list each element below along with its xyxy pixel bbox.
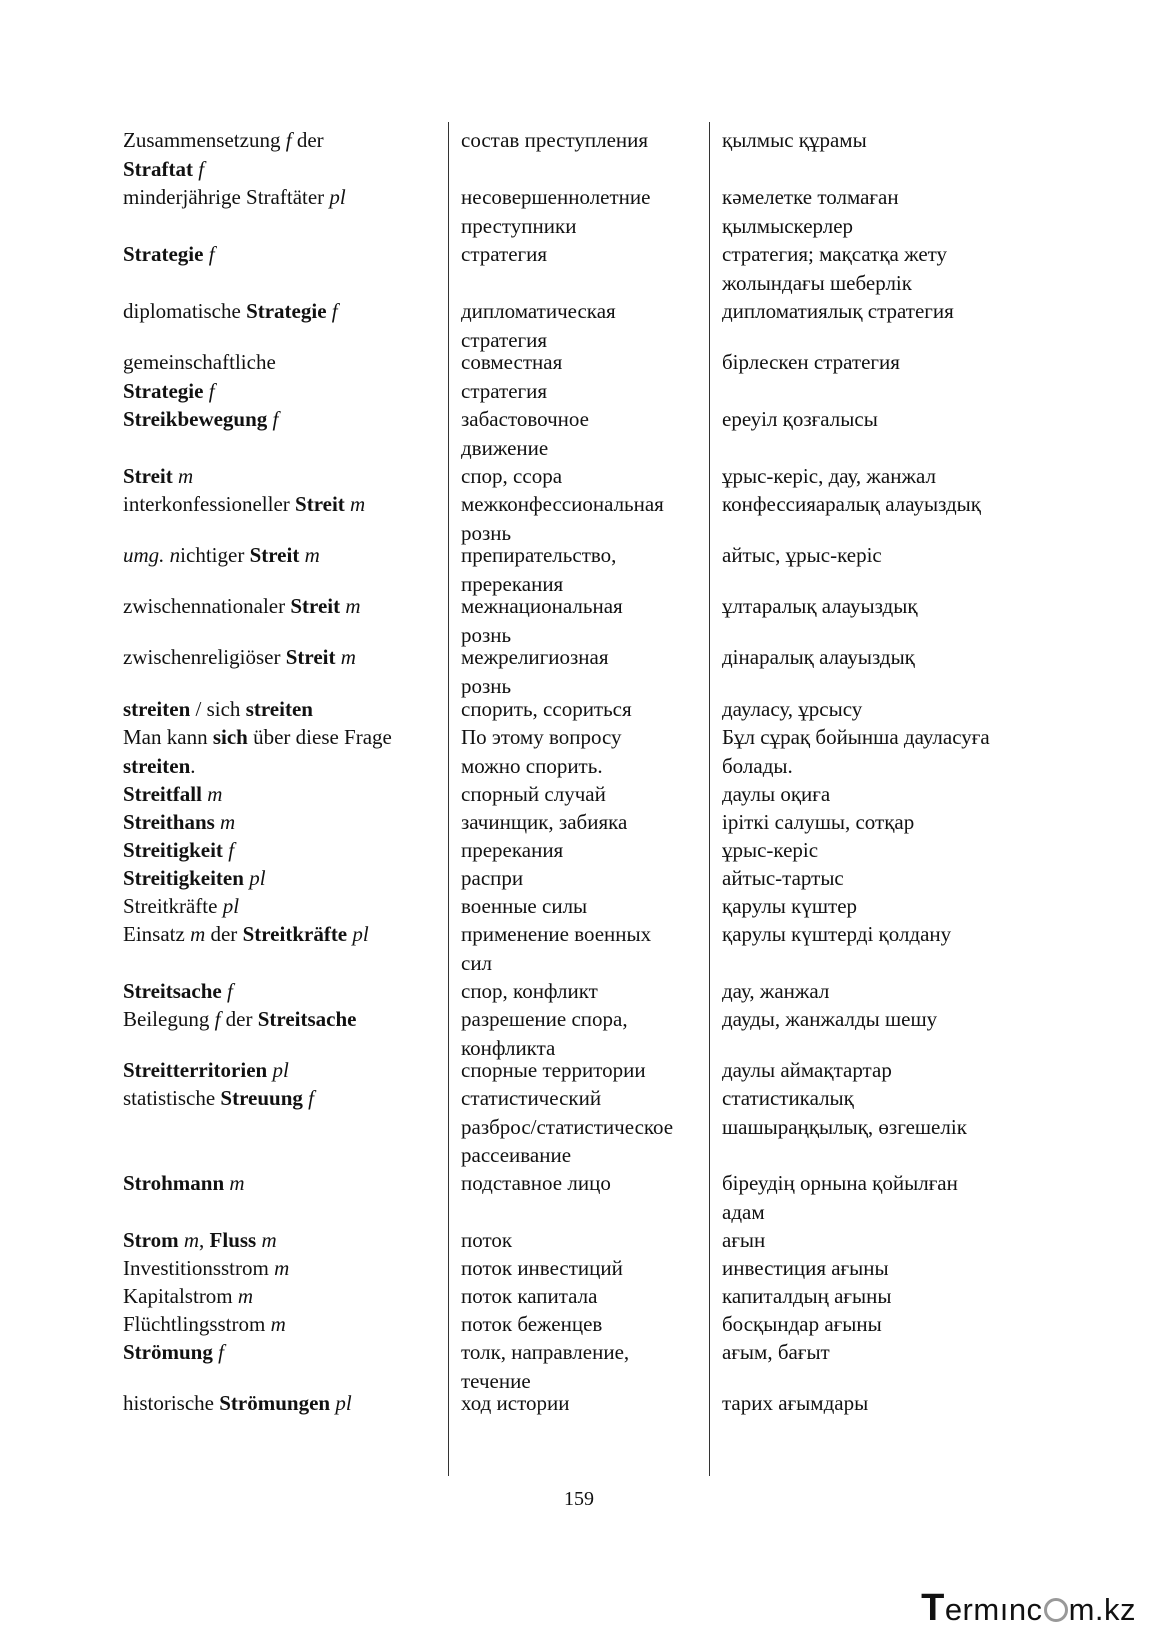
page-number: 159 bbox=[564, 1488, 594, 1510]
russian-term: межрелигиозная рознь bbox=[461, 645, 609, 698]
german-term: Beilegung f der Streitsache bbox=[123, 1007, 357, 1031]
russian-term: стратегия bbox=[461, 242, 548, 266]
german-term: Strohmann m bbox=[123, 1171, 245, 1195]
kazakh-term: дауласу, ұрсысу bbox=[722, 697, 863, 721]
german-term: Streitigkeiten pl bbox=[123, 866, 266, 890]
russian-term: межконфессиональная рознь bbox=[461, 492, 664, 545]
kazakh-term: дінаралық алауыздық bbox=[722, 645, 915, 669]
german-term: historische Strömungen pl bbox=[123, 1391, 352, 1415]
kazakh-term: біреудің орнына қойылған адам bbox=[722, 1171, 958, 1224]
german-term: Zusammensetzung f der Straftat f bbox=[123, 128, 324, 181]
kazakh-term: статистикалық шашыраңқылық, өзгешелік bbox=[722, 1086, 967, 1139]
russian-term: применение военных сил bbox=[461, 922, 652, 975]
kazakh-term: даулы оқиға bbox=[722, 782, 831, 806]
kazakh-term: ұрыс-керіс, дау, жанжал bbox=[722, 464, 936, 488]
russian-term: поток беженцев bbox=[461, 1312, 603, 1336]
german-term: Strategie f bbox=[123, 242, 215, 266]
russian-term: спор, ссора bbox=[461, 464, 563, 488]
russian-term: препирательство, пререкания bbox=[461, 543, 617, 596]
german-term: Einsatz m der Streitkräfte pl bbox=[123, 922, 369, 946]
german-term: minderjährige Straftäter pl bbox=[123, 185, 346, 209]
german-term: Streikbewegung f bbox=[123, 407, 279, 431]
russian-term: распри bbox=[461, 866, 524, 890]
russian-term: межнациональная рознь bbox=[461, 594, 623, 647]
kazakh-term: қарулы күштер bbox=[722, 894, 858, 918]
german-term: umg. nichtiger Streit m bbox=[123, 543, 320, 567]
kazakh-term: босқындар ағыны bbox=[722, 1312, 882, 1336]
kazakh-term: ағын bbox=[722, 1228, 766, 1252]
kazakh-term: іріткі салушы, сотқар bbox=[722, 810, 915, 834]
german-term: Strömung f bbox=[123, 1340, 224, 1364]
german-term: Flüchtlingsstrom m bbox=[123, 1312, 286, 1336]
german-term: Strom m, Fluss m bbox=[123, 1228, 277, 1252]
german-term: Streitkräfte pl bbox=[123, 894, 240, 918]
kazakh-term: айтыс-тартыс bbox=[722, 866, 844, 890]
russian-term: состав преступления bbox=[461, 128, 649, 152]
russian-term: забастовочное движение bbox=[461, 407, 589, 460]
german-term: zwischennationaler Streit m bbox=[123, 594, 361, 618]
kazakh-term: бірлескен стратегия bbox=[722, 350, 900, 374]
kazakh-term: дауды, жанжалды шешу bbox=[722, 1007, 938, 1031]
kazakh-term: қарулы күштерді қолдану bbox=[722, 922, 952, 946]
russian-term: ход истории bbox=[461, 1391, 570, 1415]
kazakh-term: ағым, бағыт bbox=[722, 1340, 830, 1364]
kazakh-term: қылмыс құрамы bbox=[722, 128, 867, 152]
kazakh-term: ереуіл қозғалысы bbox=[722, 407, 878, 431]
german-term: Streitsache f bbox=[123, 979, 233, 1003]
german-term: Streitigkeit f bbox=[123, 838, 235, 862]
russian-term: зачинщик, забияка bbox=[461, 810, 628, 834]
kazakh-term: стратегия; мақсатқа жету жолындағы шеберлік bbox=[722, 242, 948, 295]
german-term: Streit m bbox=[123, 464, 194, 488]
russian-term: толк, направление, течение bbox=[461, 1340, 630, 1393]
russian-term: поток bbox=[461, 1228, 513, 1252]
kazakh-term: Бұл сұрақ бойынша дауласуға болады. bbox=[722, 725, 990, 778]
german-term: streiten / sich streiten bbox=[123, 697, 313, 721]
german-term: Man kann sich über diese Frage streiten. bbox=[123, 725, 392, 778]
russian-term: пререкания bbox=[461, 838, 564, 862]
column-divider bbox=[448, 122, 449, 1476]
german-term: gemeinschaftliche Strategie f bbox=[123, 350, 276, 403]
kazakh-term: кәмелетке толмаған қылмыскерлер bbox=[722, 185, 899, 238]
russian-term: совместная стратегия bbox=[461, 350, 563, 403]
russian-term: спорный случай bbox=[461, 782, 606, 806]
russian-term: подставное лицо bbox=[461, 1171, 611, 1195]
russian-term: разрешение спора, конфликта bbox=[461, 1007, 628, 1060]
german-term: diplomatische Strategie f bbox=[123, 299, 338, 323]
russian-term: спор, конфликт bbox=[461, 979, 598, 1003]
kazakh-term: даулы аймақтартар bbox=[722, 1058, 892, 1082]
russian-term: поток инвестиций bbox=[461, 1256, 623, 1280]
kazakh-term: тарих ағымдары bbox=[722, 1391, 869, 1415]
russian-term: статистический разброс/статистическое рассеивание bbox=[461, 1086, 674, 1167]
kazakh-term: дау, жанжал bbox=[722, 979, 830, 1003]
logo-ring-icon bbox=[1044, 1598, 1068, 1622]
german-term: interkonfessioneller Streit m bbox=[123, 492, 366, 516]
kazakh-term: ұрыс-керіс bbox=[722, 838, 819, 862]
german-term: Streitfall m bbox=[123, 782, 223, 806]
german-term: statistische Streuung f bbox=[123, 1086, 314, 1110]
kazakh-term: дипломатиялық стратегия bbox=[722, 299, 954, 323]
kazakh-term: капиталдың ағыны bbox=[722, 1284, 892, 1308]
russian-term: По этому вопросу можно спорить. bbox=[461, 725, 622, 778]
russian-term: несовершеннолетние преступники bbox=[461, 185, 651, 238]
kazakh-term: конфессияаралық алауыздық bbox=[722, 492, 981, 516]
termincom-logo: Termınc m.kz bbox=[921, 1587, 1136, 1629]
russian-term: дипломатическая стратегия bbox=[461, 299, 616, 352]
german-term: Streitterritorien pl bbox=[123, 1058, 289, 1082]
russian-term: спорные территории bbox=[461, 1058, 646, 1082]
russian-term: спорить, ссориться bbox=[461, 697, 632, 721]
kazakh-term: айтыс, ұрыс-керіс bbox=[722, 543, 882, 567]
german-term: zwischenreligiöser Streit m bbox=[123, 645, 356, 669]
column-divider bbox=[709, 122, 710, 1476]
russian-term: военные силы bbox=[461, 894, 588, 918]
german-term: Streithans m bbox=[123, 810, 236, 834]
kazakh-term: инвестиция ағыны bbox=[722, 1256, 889, 1280]
russian-term: поток капитала bbox=[461, 1284, 598, 1308]
kazakh-term: ұлтаралық алауыздық bbox=[722, 594, 918, 618]
german-term: Kapitalstrom m bbox=[123, 1284, 254, 1308]
german-term: Investitionsstrom m bbox=[123, 1256, 290, 1280]
